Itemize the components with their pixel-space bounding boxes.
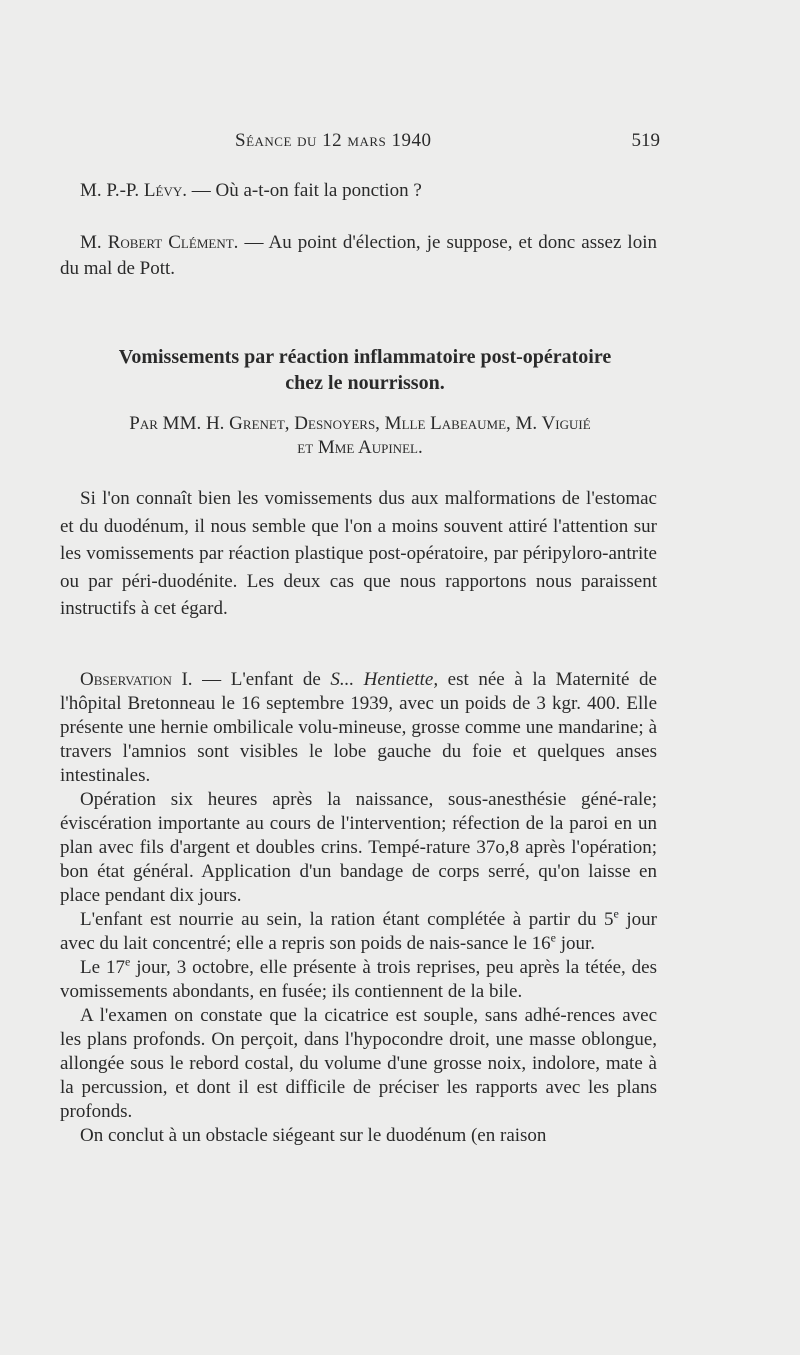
patient-name: S... Hentiette,	[330, 669, 439, 690]
observation-p3-sup1: e	[613, 906, 619, 921]
speech-levy: — Où a-t-on fait la ponction ?	[186, 180, 422, 201]
observation-p3-sup2: e	[550, 930, 556, 945]
page-header	[60, 130, 660, 160]
observation-p3-b: jour avec du lait concentré; elle a repris son poids de nais-sance le 16	[60, 909, 657, 954]
observation-p3	[60, 908, 657, 956]
authors-line1: Par MM. H. Grenet, Desnoyers, Mlle Labeaume, M. Viguié	[129, 413, 591, 434]
observation-p6: On conclut à un obstacle siégeant sur le duodénum (en raison	[80, 1125, 547, 1146]
observation-p1-after: est née à la Maternité de l'hôpital Bretonneau le 16 septembre 1939, avec un poids de 3 kgr. 400. Elle présente une hernie ombilicale volu-mineuse, grosse comme une mandarine; à travers l'amnios sont visibles le lobe gauche du foie et quelques anses intestinales.	[60, 669, 657, 786]
intro-text: Si l'on connaît bien les vomissements dus aux malformations de l'estomac et du duodénum, il nous semble que l'on a moins souvent attiré l'attention sur les vomissements par réaction plastique post-opératoire, par péripyloro-antrite ou par péri-duodénite. Les deux cas que nous rapportons nous paraissent instructifs à cet égard.	[60, 488, 657, 619]
observation-p3-a: L'enfant est nourrie au sein, la ration étant complétée à partir du 5	[80, 909, 614, 930]
dialogue-clement	[60, 230, 657, 282]
authors-line2: et Mme Aupinel.	[297, 437, 423, 458]
observation-p4-sup: e	[124, 954, 131, 969]
observation-p2: Opération six heures après la naissance, sous-anesthésie géné-rale; éviscération importante au cours de l'intervention; réfection de la paroi en un plan avec fils d'argent et doubles crins. Tempé-rature 37o,8 après l'opération; bon état général. Application d'un bandage de corps serré, qu'on laisse en place pendant dix jours.	[60, 789, 657, 906]
intro-paragraph	[60, 485, 657, 623]
article-title	[60, 344, 670, 396]
observation-label: Observation I.	[80, 669, 193, 690]
article-title-line1: Vomissements par réaction inflammatoire post-opératoire	[118, 346, 612, 368]
observation-p3-c: jour.	[555, 933, 596, 954]
observation-p5: A l'examen on constate que la cicatrice est souple, sans adhé-rences avec les plans profonds. On perçoit, dans l'hypocondre droit, une masse oblongue, allongée sous le rebord costal, du volume d'une grosse noix, indolore, mate à la percussion, et dont il est difficile de préciser les rapports avec les plans profonds.	[60, 1005, 657, 1122]
observation-p4-b: jour, 3 octobre, elle présente à trois reprises, peu après la tétée, des vomissements abondants, en fusée; ils contiennent de la bile.	[60, 957, 657, 1002]
running-title: Séance du 12 mars 1940	[235, 130, 432, 151]
observation-p4-a: Le 17	[80, 957, 125, 978]
speech-clement: — Au point d'élection, je suppose, et donc assez loin du mal de Pott.	[60, 232, 657, 279]
article-authors	[60, 412, 660, 460]
speaker-levy: M. P.-P. Lévy.	[80, 180, 187, 201]
observation-p1-before: — L'enfant de	[192, 669, 331, 690]
observation-p1	[60, 668, 657, 788]
speaker-clement: M. Robert Clément.	[80, 232, 239, 253]
article-title-line2: chez le nourrisson.	[285, 372, 445, 394]
observation-p4	[60, 956, 657, 1004]
dialogue-levy	[60, 178, 657, 204]
page-number: 519	[631, 130, 660, 151]
observation-section	[60, 668, 657, 1148]
